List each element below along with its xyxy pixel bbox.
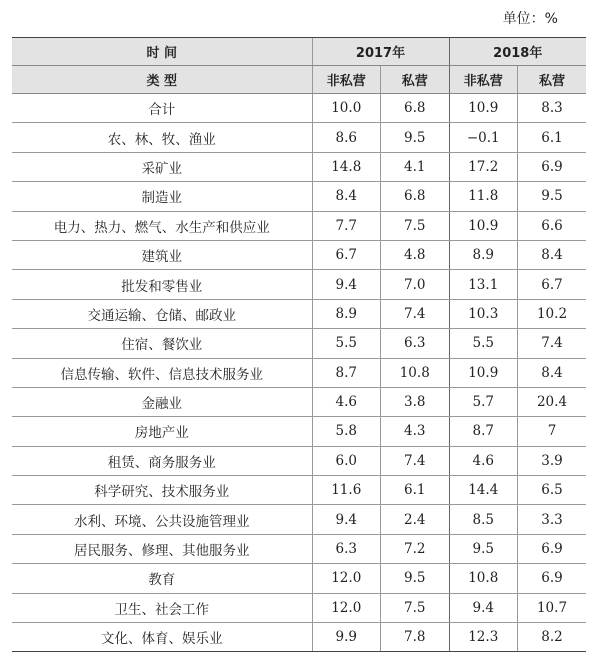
table-row <box>12 123 586 152</box>
nonprivate-2017-cell: 7.7 <box>312 211 381 240</box>
private-2017-cell: 2.4 <box>381 505 450 534</box>
nonprivate-2017-cell: 14.8 <box>312 152 381 181</box>
industry-name-cell: 卫生、社会工作 <box>12 593 312 622</box>
private-2017-cell: 9.5 <box>381 564 450 593</box>
industry-name-cell: 水利、环境、公共设施管理业 <box>12 505 312 534</box>
industry-name-cell: 文化、体育、娱乐业 <box>12 623 312 652</box>
header-private-2017: 私营 <box>381 66 450 94</box>
nonprivate-2018-cell: 4.6 <box>449 446 518 475</box>
private-2018-cell: 7 <box>518 417 587 446</box>
private-2018-cell: 3.9 <box>518 446 587 475</box>
industry-name-cell: 金融业 <box>12 387 312 416</box>
header-year-2017: 2017年 <box>312 38 449 66</box>
nonprivate-2018-cell: 13.1 <box>449 270 518 299</box>
industry-name-cell: 合计 <box>12 94 312 123</box>
header-nonprivate-2017: 非私营 <box>312 66 381 94</box>
nonprivate-2017-cell: 8.6 <box>312 123 381 152</box>
nonprivate-2018-cell: 8.9 <box>449 240 518 269</box>
industry-name-cell: 采矿业 <box>12 152 312 181</box>
private-2018-cell: 6.9 <box>518 564 587 593</box>
nonprivate-2017-cell: 12.0 <box>312 593 381 622</box>
table-row <box>12 623 586 652</box>
industry-name-cell: 科学研究、技术服务业 <box>12 476 312 505</box>
private-2017-cell: 7.5 <box>381 211 450 240</box>
industry-name-cell: 电力、热力、燃气、水生产和供应业 <box>12 211 312 240</box>
nonprivate-2018-cell: 5.5 <box>449 329 518 358</box>
private-2018-cell: 10.7 <box>518 593 587 622</box>
private-2017-cell: 7.4 <box>381 446 450 475</box>
nonprivate-2017-cell: 4.6 <box>312 387 381 416</box>
nonprivate-2018-cell: −0.1 <box>449 123 518 152</box>
nonprivate-2017-cell: 6.0 <box>312 446 381 475</box>
private-2018-cell: 6.1 <box>518 123 587 152</box>
table-row <box>12 182 586 211</box>
header-type: 类 型 <box>12 66 312 94</box>
private-2018-cell: 6.9 <box>518 152 587 181</box>
private-2018-cell: 9.5 <box>518 182 587 211</box>
nonprivate-2018-cell: 14.4 <box>449 476 518 505</box>
nonprivate-2018-cell: 8.7 <box>449 417 518 446</box>
private-2017-cell: 10.8 <box>381 358 450 387</box>
table-row <box>12 299 586 328</box>
industry-name-cell: 住宿、餐饮业 <box>12 329 312 358</box>
private-2017-cell: 6.1 <box>381 476 450 505</box>
private-2018-cell: 10.2 <box>518 299 587 328</box>
nonprivate-2017-cell: 11.6 <box>312 476 381 505</box>
nonprivate-2018-cell: 10.3 <box>449 299 518 328</box>
table-row <box>12 211 586 240</box>
header-nonprivate-2018: 非私营 <box>449 66 518 94</box>
nonprivate-2018-cell: 17.2 <box>449 152 518 181</box>
table-row <box>12 593 586 622</box>
industry-name-cell: 房地产业 <box>12 417 312 446</box>
nonprivate-2018-cell: 12.3 <box>449 623 518 652</box>
table-row <box>12 534 586 563</box>
private-2018-cell: 6.5 <box>518 476 587 505</box>
private-2017-cell: 4.8 <box>381 240 450 269</box>
table-row <box>12 329 586 358</box>
private-2018-cell: 8.2 <box>518 623 587 652</box>
wage-growth-table <box>12 37 586 652</box>
private-2017-cell: 6.3 <box>381 329 450 358</box>
table-row <box>12 240 586 269</box>
industry-name-cell: 农、林、牧、渔业 <box>12 123 312 152</box>
table-row <box>12 417 586 446</box>
table-row <box>12 358 586 387</box>
table-row <box>12 387 586 416</box>
header-time: 时 间 <box>12 38 312 66</box>
private-2017-cell: 4.1 <box>381 152 450 181</box>
header-row-types <box>12 66 586 94</box>
nonprivate-2017-cell: 8.4 <box>312 182 381 211</box>
private-2018-cell: 8.3 <box>518 94 587 123</box>
private-2017-cell: 4.3 <box>381 417 450 446</box>
table-row <box>12 505 586 534</box>
unit-label: 单位：% <box>502 11 558 27</box>
nonprivate-2017-cell: 5.8 <box>312 417 381 446</box>
nonprivate-2017-cell: 12.0 <box>312 564 381 593</box>
table-row <box>12 476 586 505</box>
table-row <box>12 446 586 475</box>
nonprivate-2018-cell: 9.4 <box>449 593 518 622</box>
nonprivate-2018-cell: 11.8 <box>449 182 518 211</box>
nonprivate-2017-cell: 8.9 <box>312 299 381 328</box>
nonprivate-2017-cell: 6.3 <box>312 534 381 563</box>
industry-name-cell: 制造业 <box>12 182 312 211</box>
nonprivate-2018-cell: 10.8 <box>449 564 518 593</box>
nonprivate-2017-cell: 9.4 <box>312 270 381 299</box>
table-row <box>12 270 586 299</box>
private-2017-cell: 7.4 <box>381 299 450 328</box>
industry-name-cell: 信息传输、软件、信息技术服务业 <box>12 358 312 387</box>
private-2017-cell: 9.5 <box>381 123 450 152</box>
nonprivate-2018-cell: 8.5 <box>449 505 518 534</box>
nonprivate-2018-cell: 9.5 <box>449 534 518 563</box>
nonprivate-2017-cell: 9.9 <box>312 623 381 652</box>
private-2018-cell: 6.6 <box>518 211 587 240</box>
private-2017-cell: 3.8 <box>381 387 450 416</box>
nonprivate-2017-cell: 6.7 <box>312 240 381 269</box>
table-row <box>12 152 586 181</box>
nonprivate-2018-cell: 10.9 <box>449 211 518 240</box>
private-2018-cell: 7.4 <box>518 329 587 358</box>
header-year-2018: 2018年 <box>449 38 586 66</box>
industry-name-cell: 教育 <box>12 564 312 593</box>
private-2017-cell: 7.2 <box>381 534 450 563</box>
private-2018-cell: 8.4 <box>518 240 587 269</box>
private-2017-cell: 7.5 <box>381 593 450 622</box>
industry-name-cell: 交通运输、仓储、邮政业 <box>12 299 312 328</box>
table-row <box>12 564 586 593</box>
private-2018-cell: 3.3 <box>518 505 587 534</box>
industry-name-cell: 居民服务、修理、其他服务业 <box>12 534 312 563</box>
table-row <box>12 94 586 123</box>
nonprivate-2017-cell: 9.4 <box>312 505 381 534</box>
nonprivate-2017-cell: 10.0 <box>312 94 381 123</box>
industry-name-cell: 租赁、商务服务业 <box>12 446 312 475</box>
private-2018-cell: 6.9 <box>518 534 587 563</box>
nonprivate-2018-cell: 5.7 <box>449 387 518 416</box>
nonprivate-2017-cell: 8.7 <box>312 358 381 387</box>
nonprivate-2018-cell: 10.9 <box>449 358 518 387</box>
private-2017-cell: 7.0 <box>381 270 450 299</box>
header-row-years <box>12 38 586 66</box>
header-private-2018: 私营 <box>518 66 587 94</box>
industry-name-cell: 建筑业 <box>12 240 312 269</box>
industry-name-cell: 批发和零售业 <box>12 270 312 299</box>
private-2017-cell: 7.8 <box>381 623 450 652</box>
private-2017-cell: 6.8 <box>381 94 450 123</box>
private-2018-cell: 8.4 <box>518 358 587 387</box>
nonprivate-2018-cell: 10.9 <box>449 94 518 123</box>
private-2017-cell: 6.8 <box>381 182 450 211</box>
private-2018-cell: 6.7 <box>518 270 587 299</box>
private-2018-cell: 20.4 <box>518 387 587 416</box>
nonprivate-2017-cell: 5.5 <box>312 329 381 358</box>
